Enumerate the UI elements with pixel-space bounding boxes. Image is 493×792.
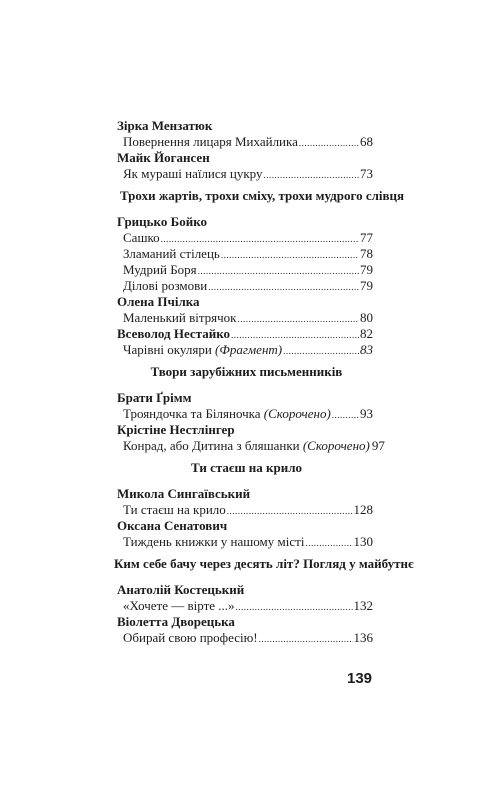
dot-leader [264, 166, 360, 183]
toc-entry [123, 134, 373, 151]
page-number: 97 [371, 438, 385, 453]
entry-title: Ти стаєш на крило [123, 502, 226, 517]
entry-note: (Фрагмент) [215, 342, 283, 357]
section-heading: Трохи жартів, трохи сміху, трохи мудрого слівця [120, 188, 405, 203]
page-number: 83 [360, 342, 373, 357]
section-heading: Ким себе бачу через десять літ? Погляд у майбутнє [114, 556, 414, 571]
toc-entry [123, 406, 373, 423]
page-number: 82 [360, 326, 373, 341]
entry-title: Чарівні окуляри (Фрагмент) [123, 342, 283, 357]
toc-entry [123, 342, 373, 359]
author-name: Оксана Сенатович [117, 518, 228, 533]
toc-entry [123, 246, 373, 263]
page-folio: 139 [347, 670, 373, 687]
author-name: Віолетта Дворецька [117, 614, 235, 629]
dot-leader [227, 502, 353, 519]
entry-title: Тиждень книжки у нашому місті [123, 534, 305, 549]
dot-leader [161, 230, 359, 247]
author-name: Грицько Бойко [117, 214, 208, 229]
author-name: Крістіне Нестлінгер [117, 422, 235, 437]
page-number: 80 [360, 310, 373, 325]
toc-entry [123, 534, 373, 551]
entry-title: Мудрий Боря [123, 262, 197, 277]
entry-title: Сашко [123, 230, 160, 245]
dot-leader [259, 630, 353, 647]
entry-title: Трояндочка та Біляночка (Скорочено) [123, 406, 331, 421]
dot-leader [198, 262, 359, 279]
author-name: Всеволод Нестайко [117, 326, 231, 341]
page-number: 68 [360, 134, 373, 149]
page-number: 79 [360, 278, 373, 293]
toc-entry [123, 310, 373, 327]
toc-entry [123, 438, 385, 455]
page-number: 128 [353, 502, 373, 517]
toc-entry [123, 598, 373, 615]
page-number: 79 [360, 262, 373, 277]
entry-title: Зламаний стілець [123, 246, 220, 261]
section-heading: Ти стаєш на крило [191, 460, 302, 475]
toc-entry [123, 502, 373, 519]
dot-leader [231, 326, 359, 343]
toc-entry [123, 262, 373, 279]
toc-entry [123, 230, 373, 247]
author-name: Олена Пчілка [117, 294, 200, 309]
toc-entry [123, 166, 373, 183]
dot-leader [236, 598, 353, 615]
toc-entry [123, 630, 373, 647]
page-number: 136 [353, 630, 373, 645]
dot-leader [299, 134, 359, 151]
entry-note: (Скорочено) [263, 406, 331, 421]
toc-entry [117, 326, 373, 343]
page-number: 73 [360, 166, 373, 181]
author-name: Брати Ґрімм [117, 390, 192, 405]
dot-leader [305, 534, 352, 551]
page-number: 130 [353, 534, 373, 549]
dot-leader [238, 310, 360, 327]
toc-entry [123, 278, 373, 295]
dot-leader [283, 342, 359, 359]
section-heading: Твори зарубіжних письменників [150, 364, 343, 379]
author-name: Майк Йогансен [117, 150, 210, 165]
dot-leader [221, 246, 359, 263]
page-number: 78 [360, 246, 373, 261]
author-name: Зірка Мензатюк [117, 118, 213, 133]
page-number: 77 [360, 230, 373, 245]
page-number: 93 [360, 406, 373, 421]
entry-title: Повернення лицаря Михайлика [123, 134, 298, 149]
entry-title: Обирай свою професію! [123, 630, 258, 645]
author-name: Анатолій Костецький [117, 582, 245, 597]
entry-title: «Хочете — вірте ...» [123, 598, 235, 613]
page-number: 132 [353, 598, 373, 613]
entry-title: Маленький вітрячок [123, 310, 237, 325]
entry-title: Як мураші наїлися цукру [123, 166, 263, 181]
dot-leader [332, 406, 359, 423]
entry-title: Ділові розмови [123, 278, 208, 293]
entry-note: (Скорочено) [302, 438, 370, 453]
dot-leader [208, 278, 359, 295]
author-name: Микола Сингаївський [117, 486, 251, 501]
entry-title: Конрад, або Дитина з бляшанки (Скорочено) [123, 438, 370, 453]
